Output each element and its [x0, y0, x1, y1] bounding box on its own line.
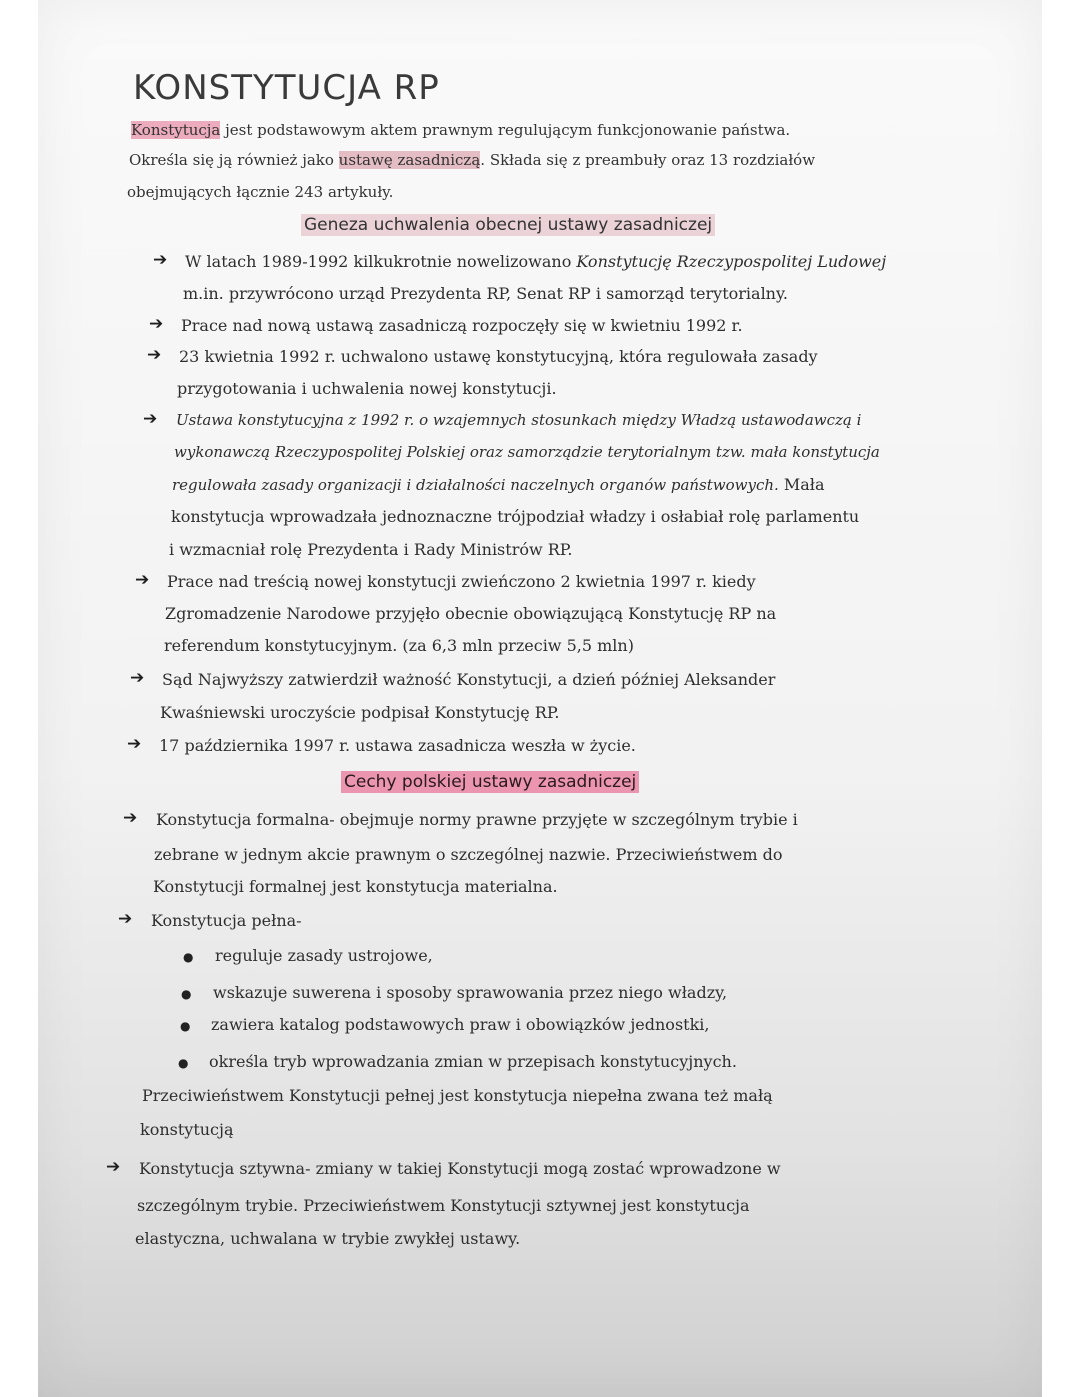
section-heading-geneza: Geneza uchwalenia obecnej ustawy zasadniczej [301, 214, 715, 236]
arrow-icon: ➔ [127, 734, 142, 754]
intro-line-1-text: jest podstawowym aktem prawnym regulującym funkcjonowanie państwa. [220, 121, 791, 139]
geneza-item-4-text: Mała [778, 475, 825, 494]
cechy-item-3-line-1: Konstytucja sztywna- zmiany w takiej Konstytucji mogą zostać wprowadzone w [139, 1159, 781, 1178]
cechy-item-1-line-1: Konstytucja formalna- obejmuje normy prawne przyjęte w szczególnym trybie i [156, 810, 798, 829]
arrow-icon: ➔ [153, 250, 168, 270]
geneza-item-3-line-2: przygotowania i uchwalenia nowej konstytucji. [177, 379, 557, 398]
bullet-icon: ● [183, 950, 194, 964]
arrow-icon: ➔ [143, 409, 158, 429]
cechy-item-3-line-3: elastyczna, uchwalana w trybie zwykłej ustawy. [135, 1229, 521, 1248]
cechy-bullet-4: określa tryb wprowadzania zmian w przepisach konstytucyjnych. [209, 1052, 737, 1071]
highlight-konstytucja: Konstytucja [131, 121, 221, 139]
geneza-item-5-line-1: Prace nad treścią nowej konstytucji zwieńczono 2 kwietnia 1997 r. kiedy [167, 572, 756, 591]
geneza-item-1-line-2: m.in. przywrócono urząd Prezydenta RP, Senat RP i samorząd terytorialny. [183, 284, 788, 303]
arrow-icon: ➔ [135, 570, 150, 590]
arrow-icon: ➔ [147, 345, 162, 365]
cechy-item-1-line-3: Konstytucji formalnej jest konstytucja materialna. [153, 877, 558, 896]
bullet-icon: ● [178, 1056, 189, 1070]
intro-line-2-pre: Określa się ją również jako [129, 151, 339, 169]
arrow-icon: ➔ [130, 668, 145, 688]
intro-line-2-post: . Składa się z preambuły oraz 13 rozdziałów [480, 151, 816, 169]
page-title: KONSTYTUCJA RP [133, 68, 440, 108]
arrow-icon: ➔ [118, 909, 133, 929]
geneza-item-4-line-1: Ustawa konstytucyjna z 1992 r. o wzajemnych stosunkach między Władzą ustawodawczą i [176, 411, 862, 429]
cechy-item-2-after-line-2: konstytucją [140, 1120, 234, 1139]
arrow-icon: ➔ [149, 314, 164, 334]
notebook-page [38, 0, 1042, 1397]
geneza-item-1-italic: Konstytucję Rzeczypospolitej Ludowej [576, 252, 887, 271]
cechy-item-2-line-1: Konstytucja pełna- [151, 911, 302, 930]
intro-line-1 [131, 121, 790, 139]
geneza-item-4-line-2: wykonawczą Rzeczypospolitej Polskiej oraz samorządzie terytorialnym tzw. mała konstytucja [174, 443, 880, 461]
geneza-item-6-line-1: Sąd Najwyższy zatwierdził ważność Konstytucji, a dzień później Aleksander [162, 670, 776, 689]
bullet-icon: ● [181, 987, 192, 1001]
arrow-icon: ➔ [123, 808, 138, 828]
cechy-item-3-line-2: szczególnym trybie. Przeciwieństwem Konstytucji sztywnej jest konstytucja [137, 1196, 750, 1215]
intro-line-2 [129, 151, 815, 169]
cechy-bullet-2: wskazuje suwerena i sposoby sprawowania przez niego władzy, [213, 983, 728, 1002]
geneza-item-5-line-3: referendum konstytucyjnym. (za 6,3 mln przeciw 5,5 mln) [164, 636, 634, 655]
geneza-item-7-line-1: 17 października 1997 r. ustawa zasadnicza weszła w życie. [159, 736, 636, 755]
geneza-item-1-line-1 [185, 252, 886, 271]
geneza-item-4-line-3 [172, 475, 825, 494]
section-heading-cechy: Cechy polskiej ustawy zasadniczej [341, 771, 639, 793]
arrow-icon: ➔ [106, 1157, 121, 1177]
geneza-item-1-text: W latach 1989-1992 kilkukrotnie nowelizowano [185, 252, 577, 271]
geneza-item-5-line-2: Zgromadzenie Narodowe przyjęło obecnie obowiązującą Konstytucję RP na [165, 604, 777, 623]
geneza-item-3-line-1: 23 kwietnia 1992 r. uchwalono ustawę konstytucyjną, która regulowała zasady [179, 347, 818, 366]
cechy-bullet-3: zawiera katalog podstawowych praw i obowiązków jednostki, [211, 1015, 710, 1034]
highlight-ustawa-zasadnicza: ustawę zasadniczą [338, 151, 481, 169]
geneza-item-4-italic: regulowała zasady organizacji i działalności naczelnych organów państwowych. [172, 476, 779, 494]
geneza-item-6-line-2: Kwaśniewski uroczyście podpisał Konstytucję RP. [160, 703, 560, 722]
geneza-item-4-line-4: konstytucja wprowadzała jednoznaczne trójpodział władzy i osłabiał rolę parlamentu [171, 507, 860, 526]
cechy-item-1-line-2: zebrane w jednym akcie prawnym o szczególnej nazwie. Przeciwieństwem do [154, 845, 783, 864]
cechy-bullet-1: reguluje zasady ustrojowe, [215, 946, 433, 965]
geneza-item-2-line-1: Prace nad nową ustawą zasadniczą rozpoczęły się w kwietniu 1992 r. [181, 316, 743, 335]
bullet-icon: ● [180, 1019, 191, 1033]
intro-line-3: obejmujących łącznie 243 artykuły. [127, 183, 394, 201]
cechy-item-2-after-line-1: Przeciwieństwem Konstytucji pełnej jest konstytucja niepełna zwana też małą [142, 1086, 773, 1105]
geneza-item-4-line-5: i wzmacniał rolę Prezydenta i Rady Ministrów RP. [169, 540, 573, 559]
